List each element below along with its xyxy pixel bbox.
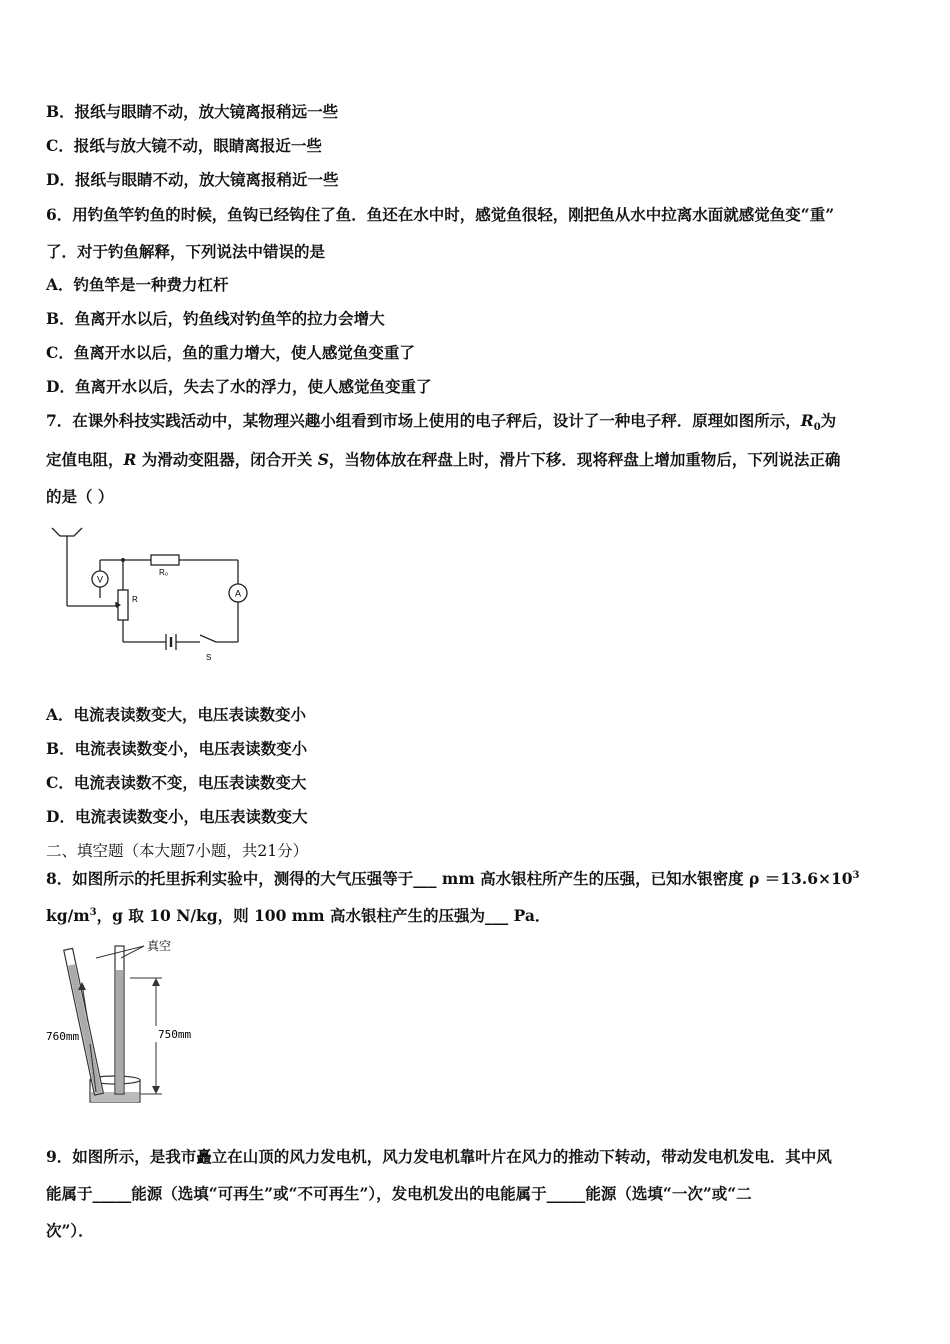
scale-pan	[52, 528, 82, 536]
q7-stem-line3: 的是（ ）	[46, 487, 114, 506]
q5-option-d: D．报纸与眼睛不动，放大镜离报稍近一些	[46, 170, 339, 189]
q6-option-c: C．鱼离开水以后，鱼的重力增大，使人感觉鱼变重了	[46, 343, 415, 362]
q5-option-b: B．报纸与眼睛不动，放大镜离报稍远一些	[46, 102, 339, 121]
q9-stem-line1: 9．如图所示，是我市矗立在山顶的风力发电机，风力发电机靠叶片在风力的推动下转动，带动发电机发电．其中风	[46, 1147, 832, 1166]
q8-stem-line2: $kg/m^3$，g 取 10 N/kg，则 100 mm 高水银柱产生的压强为___ Pa．	[46, 906, 551, 926]
q7-option-b: B．电流表读数变小，电压表读数变小	[46, 739, 308, 758]
q6-stem-line1: 6．用钓鱼竿钓鱼的时候，鱼钩已经钩住了鱼．鱼还在水中时，感觉鱼很轻，刚把鱼从水中拉离水面就感觉鱼变“重”	[46, 205, 835, 224]
q7-stem-line2: 定值电阻，R 为滑动变阻器，闭合开关 S，当物体放在秤盘上时，滑片下移．现将秤盘上增加重物后，下列说法正确	[46, 450, 841, 469]
q9-stem-line3: 次”）．	[46, 1221, 94, 1240]
switch-label: S	[206, 653, 212, 662]
vacuum-label: 真空	[147, 939, 172, 953]
q7-option-a: A．电流表读数变大，电压表读数变小	[46, 705, 307, 724]
r-label: R	[132, 595, 138, 604]
q6-option-b: B．鱼离开水以后，钓鱼线对钓鱼竿的拉力会增大	[46, 309, 385, 328]
resistor-r0	[151, 555, 179, 565]
junction-dot	[121, 558, 125, 562]
q8-stem-line1: 8．如图所示的托里拆利实验中，测得的大气压强等于___ mm 高水银柱所产生的压强，已知水银密度 $\rho =13.6\times 10^3$	[46, 869, 860, 889]
q7-option-d: D．电流表读数变小，电压表读数变大	[46, 807, 308, 826]
circuit-diagram	[48, 522, 258, 667]
section-heading: 二、填空题（本大题7小题，共21分）	[46, 842, 309, 860]
voltmeter-label: V	[96, 574, 104, 585]
q6-option-d: D．鱼离开水以后，失去了水的浮力，使人感觉鱼变重了	[46, 377, 432, 396]
label-750mm: 750mm	[158, 1028, 192, 1041]
q5-option-c: C．报纸与放大镜不动，眼睛离报近一些	[46, 136, 322, 155]
tilted-tube-mercury	[68, 964, 102, 1094]
vertical-tube-mercury	[116, 970, 123, 1093]
q6-option-a: A．钓鱼竿是一种费力杠杆	[46, 275, 229, 294]
torricelli-svg	[44, 932, 214, 1112]
q9-stem-line2: 能属于_____能源（选填“可再生”或“不可再生”），发电机发出的电能属于_____能源（选填“一次”或“二	[46, 1184, 752, 1203]
r0-label: R₀	[159, 568, 169, 577]
q7-stem-line1: 7．在课外科技实践活动中，某物理兴趣小组看到市场上使用的电子秤后，设计了一种电子秤．原理如图所示，$R_0$为	[46, 411, 837, 434]
q7-option-c: C．电流表读数不变，电压表读数变大	[46, 773, 307, 792]
label-760mm: 760mm	[46, 1030, 80, 1043]
q6-stem-line2: 了．对于钓鱼解释，下列说法中错误的是	[46, 242, 326, 261]
ammeter-label: A	[234, 588, 242, 599]
circuit-svg	[48, 522, 258, 667]
torricelli-diagram	[44, 932, 214, 1112]
